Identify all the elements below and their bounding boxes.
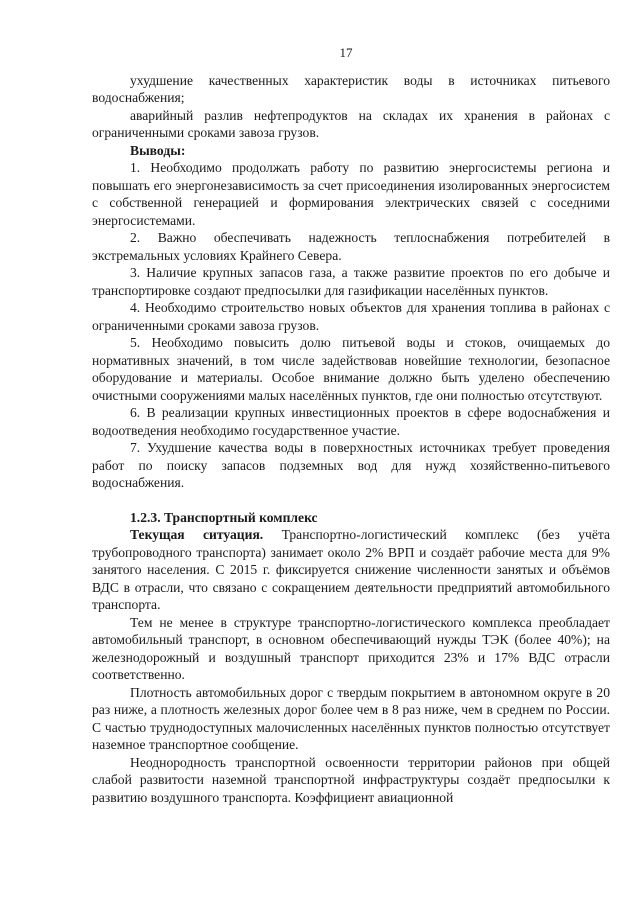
- current-situation-text: Транспортно-логистический комплекс (без учёта трубопроводного транспорта) занимает около 2% ВРП и создаёт рабочие места для 9% занятого населения. С 2015 г. фиксируется снижение численности занятых и объёмов ВДС в отрасли, что связано с сокращением деятельности предприятий автомобильного транспорта.: [92, 527, 610, 612]
- conclusion-item: 1. Необходимо продолжать работу по развитию энергосистемы региона и повышать его энергонезависимость за счет присоединения изолированных энергосистем с собственной генерацией и формирования электрических связей с соседними энергосистемами.: [92, 160, 610, 228]
- paragraph: Неоднородность транспортной освоенности территории районов при общей слабой развитости наземной транспортной инфраструктуры создаёт предпосылки к развитию воздушного транспорта. Коэффициент авиационной: [92, 754, 610, 805]
- conclusions-heading: Выводы:: [130, 142, 186, 158]
- current-situation-paragraph: [92, 526, 610, 614]
- conclusion-item: 3. Наличие крупных запасов газа, а также развитие проектов по его добыче и транспортировке создают предпосылки для газификации населённых пунктов.: [92, 265, 610, 298]
- conclusion-item: 7. Ухудшение качества воды в поверхностных источниках требует проведения работ по поиску запасов подземных вод для нужд хозяйственно-питьевого водоснабжения.: [92, 440, 610, 490]
- conclusion-item: 5. Необходимо повысить долю питьевой воды и стоков, очищаемых до нормативных значений, в том числе задействовав новейшие технологии, безопасное оборудование и материалы. Особое внимание должно быть уделено обеспечению очистными сооружениями малых населённых пунктов, где они полностью отсутствуют.: [92, 335, 610, 403]
- page-number: 17: [339, 45, 353, 60]
- paragraph: аварийный разлив нефтепродуктов на складах их хранения в районах с ограниченными сроками завоза грузов.: [92, 107, 610, 140]
- conclusion-item: 2. Важно обеспечивать надежность теплоснабжения потребителей в экстремальных условиях Крайнего Севера.: [92, 230, 610, 263]
- section-spacer: [92, 492, 610, 509]
- conclusion-item: 6. В реализации крупных инвестиционных проектов в сфере водоснабжения и водоотведения необходимо государственное участие.: [92, 405, 610, 438]
- conclusion-item: 4. Необходимо строительство новых объектов для хранения топлива в районах с ограниченными сроками завоза грузов.: [92, 300, 610, 333]
- paragraph: Тем не менее в структуре транспортно-логистического комплекса преобладает автомобильный транспорт, в основном обеспечивающий нужды ТЭК (более 40%); на железнодорожный и воздушный транспорт приходится 23% и 17% ВДС отрасли соответственно.: [92, 614, 610, 682]
- current-situation-lead: Текущая ситуация.: [130, 527, 264, 542]
- paragraph: Плотность автомобильных дорог с твердым покрытием в автономном округе в 20 раз ниже, а плотность железных дорог более чем в 8 раз ниже, чем в среднем по России. С частью труднодоступных малочисленных населённых пунктов полностью отсутствует наземное транспортное сообщение.: [92, 684, 610, 752]
- paragraph: ухудшение качественных характеристик воды в источниках питьевого водоснабжения;: [92, 72, 610, 105]
- section-heading: 1.2.3. Транспортный комплекс: [130, 509, 318, 525]
